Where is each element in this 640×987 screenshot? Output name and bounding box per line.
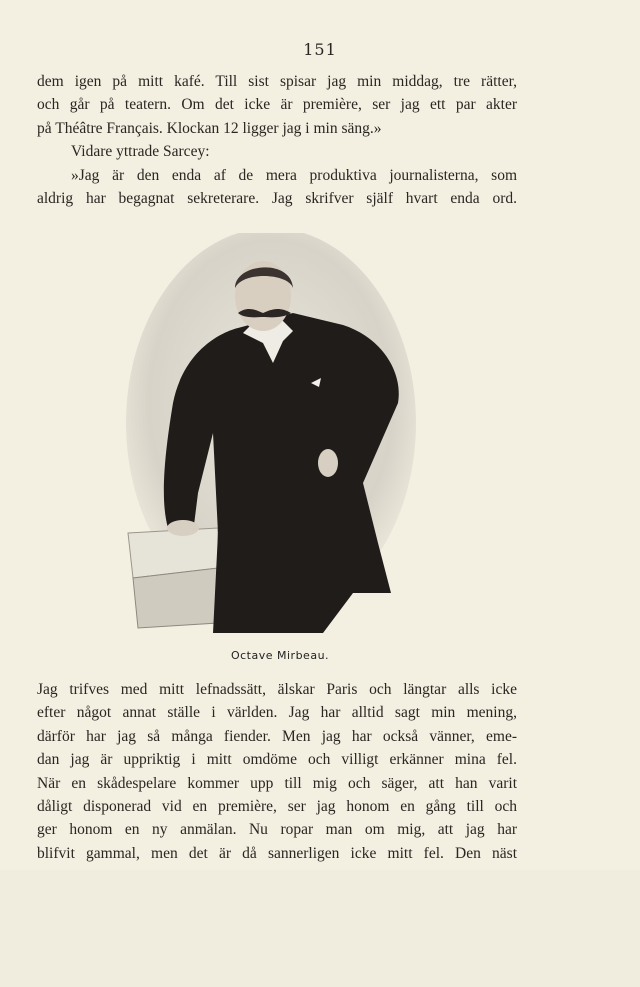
text-line: dåligt disponerad vid en première, ser jag honom en gång till och bbox=[37, 797, 517, 815]
text-line: »Jag är den enda af de mera produktiva journalisterna, som bbox=[71, 166, 517, 184]
text-line: Jag trifves med mitt lefnadssätt, älskar Paris och längtar alls icke bbox=[37, 681, 517, 698]
text-line: aldrig har begagnat sekreterare. Jag skrifver själf hvart enda ord. bbox=[37, 189, 517, 207]
text-line: När en skådespelare kommer upp till mig och säger, att han varit bbox=[37, 774, 517, 792]
text-line: och går på teatern. Om det icke är première, ser jag ett par akter bbox=[37, 96, 517, 114]
page-bottom-margin bbox=[0, 870, 640, 987]
text-line: dan jag är uppriktig i mitt omdöme och villigt erkänner mina fel. bbox=[37, 751, 517, 769]
text-line: dem igen på mitt kafé. Till sist spisar jag min middag, tre rätter, bbox=[37, 73, 517, 90]
bottom-paragraph bbox=[37, 678, 517, 865]
text-line: efter något annat ställe i världen. Jag har alltid sagt min mening, bbox=[37, 704, 517, 722]
text-line: ger honom en ny anmälan. Nu ropar man om mig, att jag har bbox=[37, 821, 517, 839]
text-line: Vidare yttrade Sarcey: bbox=[71, 143, 210, 161]
text-line: därför har jag så många fiender. Men jag har också vänner, eme- bbox=[37, 727, 517, 745]
page-number: 151 bbox=[303, 40, 337, 59]
figure-caption: Octave Mirbeau. bbox=[230, 649, 330, 662]
text-line: blifvit gammal, men det är då sannerligen icke mitt fel. Den näst bbox=[37, 844, 517, 862]
portrait-photograph bbox=[123, 233, 419, 638]
top-paragraphs bbox=[37, 70, 517, 210]
text-line: på Théâtre Français. Klockan 12 ligger jag i min säng.» bbox=[37, 119, 382, 137]
